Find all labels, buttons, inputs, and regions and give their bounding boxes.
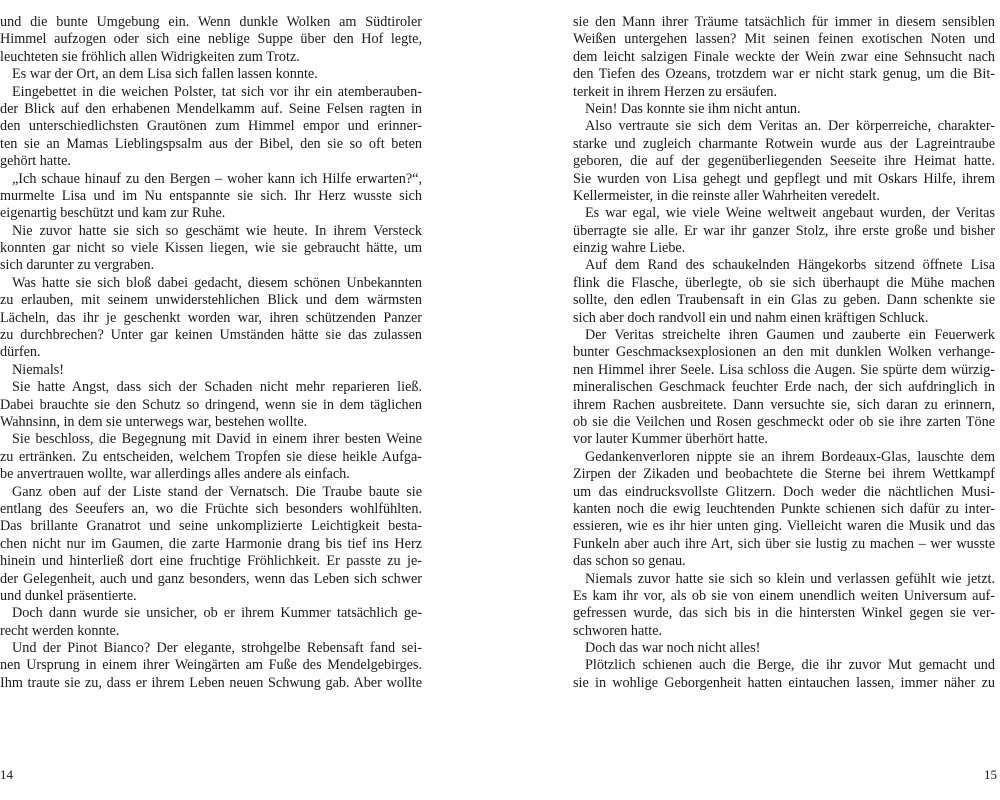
text-line: Doch dann wurde sie unsicher, ob er ihrem Kummer tatsächlich ge- [12, 605, 422, 622]
text-line: zu durchbrechen? Unter gar keinen Umständen hätte sie das zulassen [0, 327, 422, 344]
text-line: gehört hatte. [0, 153, 71, 170]
text-line: Es war der Ort, an dem Lisa sich fallen lassen konnte. [12, 66, 318, 83]
right-page [573, 14, 995, 692]
text-line: flink die Flasche, überlegte, ob sie sich überhaupt die Mühe machen [573, 274, 995, 291]
text-line: um das eindrucksvollste Glitzern. Doch weder die nächtlichen Musi- [573, 483, 995, 500]
text-line: Himmel aufzogen oder sich eine neblige Suppe über den Hof legte, [0, 31, 422, 48]
text-line: Es kam ihr vor, als ob sie von einem unendlich weiten Universum auf- [573, 587, 995, 604]
text-line: der Gelegenheit, auch und ganz besonders, wenn das Leben sich schwer [0, 570, 422, 587]
left-page [0, 14, 422, 692]
text-line: vor lauter Kummer überhört hatte. [573, 431, 769, 448]
text-line: dem leicht salzigen Finale weckte der Wein zwar eine Sehnsucht nach [573, 48, 995, 65]
text-line: chen nicht nur im Gaumen, die zarte Harmonie drang bis tief ins Herz [0, 535, 422, 552]
text-line: Nein! Das konnte sie ihm nicht antun. [585, 100, 801, 117]
text-line: eigenartig beschützt und kam zur Ruhe. [0, 205, 226, 222]
text-line: Niemals! [12, 361, 65, 378]
text-line: ihrem Rachen ausbreitete. Dann versuchte sie, sich daran zu erinnern, [573, 396, 995, 413]
text-line: be anvertrauen wollte, war allerdings alles andere als einfach. [0, 466, 350, 483]
text-line: Und der Pinot Bianco? Der elegante, strohgelbe Rebensaft fand sei- [12, 640, 422, 657]
text-line: Dabei brauchte sie den Schutz so dringend, wenn sie in dem täglichen [0, 396, 422, 413]
text-line: Sie beschloss, die Begegnung mit David in einem ihrer besten Weine [12, 431, 422, 448]
text-line: und die bunte Umgebung ein. Wenn dunkle Wolken am Südtiroler [0, 14, 422, 30]
text-line: den Tiefen des Ozeans, trotzdem war er nicht stark genug, um die Bit- [573, 66, 995, 83]
text-line: Nie zuvor hatte sie sich so geschämt wie heute. In ihrem Versteck [12, 222, 422, 239]
text-line: und dunkel präsentierte. [0, 587, 137, 604]
text-line: das schon so genau. [573, 553, 686, 570]
text-line: Wahnsinn, in dem sie unterwegs war, bestehen wollte. [0, 413, 308, 430]
text-line: recht werden konnte. [0, 622, 120, 639]
text-line: sich darunter zu vergraben. [0, 257, 155, 274]
right-page-number: 15 [984, 767, 997, 782]
text-line: Kellermeister, in die reinste aller Wahrheiten veredelt. [573, 187, 880, 204]
text-line: sie in wohlige Geborgenheit hatten eintauchen lassen, immer näher zu [573, 674, 995, 691]
text-line: Sie hatte Angst, dass sich der Schaden nicht mehr reparieren ließ. [12, 379, 422, 396]
text-line: Eingebettet in die weichen Polster, tat sich vor ihr ein atemberauben- [12, 83, 422, 100]
text-line: Ganz oben auf der Liste stand der Vernatsch. Die Traube baute sie [12, 483, 422, 500]
text-line: murmelte Lisa und im Nu entspannte sie sich. Ihr Herz wusste sich [0, 187, 422, 204]
text-line: kanten noch die ewig leuchtenden Punkte schienen sich dafür zu inter- [573, 500, 995, 517]
text-line: Weißen untergehen lassen? Mit seinen feinen exotischen Noten und [573, 31, 995, 48]
text-line: Also vertraute sie sich dem Veritas an. Der körperreiche, charakter- [585, 118, 995, 135]
text-line: ob sie die Veilchen und Rosen geschmeckt oder ob sie ihre zarten Töne [573, 413, 995, 430]
text-line: schworen hatte. [573, 622, 663, 639]
left-page-number: 14 [0, 767, 13, 782]
text-line: der Blick auf den erhabenen Mendelkamm auf. Seine Felsen ragten in [0, 100, 422, 117]
text-line: starke und zugleich charmante Rotwein wurde aus der Lagreintraube [573, 135, 995, 152]
text-line: Zirpen der Zikaden und beobachtete die Sterne bei ihrem Wettkampf [573, 466, 995, 483]
text-line: Funkeln aber auch ihre Art, sich über sie lustig zu machen – wer wusste [573, 535, 995, 552]
text-line: überragte sie alle. Er war ihr ganzer Stolz, ihre erste große und bisher [573, 222, 995, 239]
text-line: Doch das war noch nicht alles! [585, 640, 761, 657]
text-line: nen Ursprung in einem ihrer Weingärten am Fuße des Mendelgebirges. [0, 657, 422, 674]
text-line: zu ertränken. Zu entscheiden, welchem Tropfen sie diese heikle Aufga- [0, 448, 422, 465]
text-line: konnten gar nicht so viele Kissen liegen, wie sie gebraucht hätte, um [0, 240, 422, 257]
text-line: entlang des Seeufers an, wo die Früchte sich besonders wohlfühlten. [0, 500, 422, 517]
text-line: terkeit in ihrem Herzen zu ersäufen. [573, 83, 778, 100]
text-line: Was hatte sie sich bloß dabei gedacht, diesem schönen Unbekannten [12, 274, 422, 291]
text-line: Sie wurden von Lisa gehegt und gepflegt und mit Oskars Hilfe, ihrem [573, 170, 995, 187]
text-line: mineralischen Geschmack feuchter Erde nach, der sich aufdringlich in [573, 379, 995, 396]
text-line: nen Himmel ihrer Seele. Lisa schloss die Augen. Sie spürte dem würzig- [573, 361, 995, 378]
text-line: „Ich schaue hinauf zu den Bergen – woher kann ich Hilfe erwarten?“, [12, 170, 422, 187]
text-line: bunter Geschmacksexplosionen an den mit dunklen Wolken verhange- [573, 344, 995, 361]
text-line: sich aber doch randvoll ein und nahm einen kräftigen Schluck. [573, 309, 929, 326]
text-line: einzig wahre Liebe. [573, 240, 686, 257]
text-line: Plötzlich schienen auch die Berge, die ihr zuvor Mut gemacht und [585, 657, 995, 674]
text-line: ten sie an Mamas Lieblingspsalm aus der Bibel, den sie so oft beten [0, 135, 422, 152]
text-line: sollte, den edlen Traubensaft in ein Glas zu geben. Dann schenkte sie [573, 292, 995, 309]
text-line: Gedankenverloren nippte sie an ihrem Bordeaux-Glas, lauschte dem [585, 448, 995, 465]
text-line: sie den Mann ihrer Träume tatsächlich für immer in diesem sensiblen [573, 14, 995, 30]
text-line: Lächeln, das ihr je geschenkt worden war, ihren schützenden Panzer [0, 309, 422, 326]
text-line: Es war egal, wie viele Weine weltweit angebaut wurden, der Veritas [585, 205, 995, 222]
text-line: leuchteten sie fröhlich allen Widrigkeiten zum Trotz. [0, 48, 300, 65]
text-line: Niemals zuvor hatte sie sich so klein und verlassen gefühlt wie jetzt. [585, 570, 995, 587]
text-line: essieren, wie es ihr hier unten ging. Vielleicht waren die Musik und das [573, 518, 995, 535]
text-line: dürfen. [0, 344, 41, 361]
text-line: gefressen wurde, das sich bis in die hintersten Winkel gegen sie ver- [573, 605, 995, 622]
text-line: Das brillante Granatrot und seine unkomplizierte Leichtigkeit besta- [0, 518, 422, 535]
text-line: den unterschiedlichsten Grautönen zum Himmel empor und erinner- [0, 118, 422, 135]
text-line: Der Veritas streichelte ihren Gaumen und zauberte ein Feuerwerk [585, 327, 995, 344]
text-line: hinein und hinterließ dort eine fruchtige Fröhlichkeit. Er passte zu je- [0, 553, 422, 570]
text-line: zu erlauben, mit seinem unwiderstehlichen Blick und dem wärmsten [0, 292, 422, 309]
text-line: Auf dem Rand des schaukelnden Hängekorbs sitzend öffnete Lisa [585, 257, 995, 274]
text-line: Ihm traute sie zu, dass er ihrem Leben neuen Schwung gab. Aber wollte [0, 674, 422, 691]
text-line: geboren, die auf der gegenüberliegenden Seeseite ihre Heimat hatte. [573, 153, 995, 170]
